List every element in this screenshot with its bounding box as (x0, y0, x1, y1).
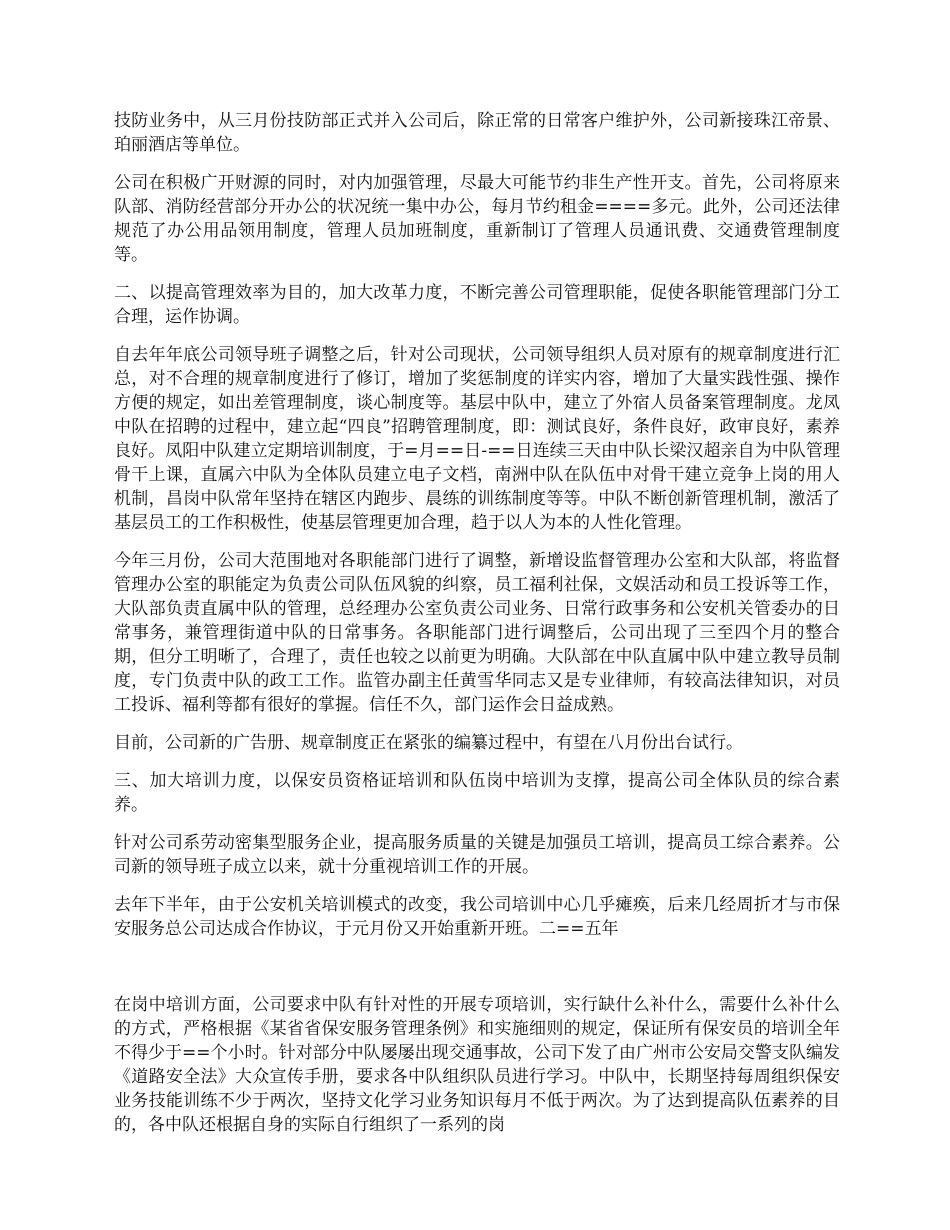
paragraph-on-duty-training: 在岗中培训方面，公司要求中队有针对性的开展专项培训，实行缺什么补什么，需要什么补什么的方式，严格根据《某省省保安服务管理条例》和实施细则的规定，保证所有保安员的培训全年不得少于==个小时。针对部分中队屡屡出现交通事故，公司下发了由广州市公安局交警支队编发《道路安全法》大众宣传手册，要求各中队组织队员进行学习。中队中，长期坚持每周组织保安业务技能训练不少于两次，坚持文化学习业务知识每月不低于两次。为了达到提高队伍素养的目的，各中队还根据自身的实际自行组织了一系列的岗 (114, 995, 840, 1135)
paragraph-rules-revision: 自去年年底公司领导班子调整之后，针对公司现状，公司领导组织人员对原有的规章制度进行汇总，对不合理的规章制度进行了修订，增加了奖惩制度的详实内容，增加了大量实践性强、操作方便的规定，如出差管理制度，谈心制度等。基层中队中，建立了外宿人员备案管理制度。龙凤中队在招聘的过程中，建立起“四良”招聘管理制度，即：测试良好，条件良好，政审良好，素养良好。凤阳中队建立定期培训制度，于=月==日-==日连续三天由中队长梁汉超亲自为中队管理骨干上课，直属六中队为全体队员建立电子文档，南洲中队在队伍中对骨干建立竞争上岗的用人机制，昌岗中队常年坚持在辖区内跑步、晨练的训练制度等等。中队不断创新管理机制，激活了基层员工的工作积极性，使基层管理更加合理，趋于以人为本的人性化管理。 (114, 345, 840, 533)
paragraph-training-focus: 针对公司系劳动密集型服务企业，提高服务质量的关键是加强员工培训，提高员工综合素养。公司新的领导班子成立以来，就十分重视培训工作的开展。 (114, 833, 840, 877)
section-heading-management: 二、以提高管理效率为目的，加大改革力度，不断完善公司管理职能，促使各职能管理部门分工合理，运作协调。 (114, 283, 840, 327)
paragraph-training-center: 去年下半年，由于公安机关培训模式的改变，我公司培训中心几乎瘫痪，后来几经周折才与市保安服务总公司达成合作协议，于元月份又开始重新开班。二==五年 (114, 895, 840, 939)
section-heading-training: 三、加大培训力度，以保安员资格证培训和队伍岗中培训为支撑，提高公司全体队员的综合素养。 (114, 771, 840, 815)
document-page (114, 109, 840, 1151)
paragraph-cost-saving: 公司在积极广开财源的同时，对内加强管理，尽最大可能节约非生产性开支。首先，公司将原来队部、消防经营部分开办公的状况统一集中办公，每月节约租金====多元。此外，公司还法律规范了办公用品领用制度，管理人员加班制度，重新制订了管理人员通讯费、交通费管理制度等。 (114, 173, 840, 265)
paragraph-tech-defense: 技防业务中，从三月份技防部正式并入公司后，除正常的日常客户维护外，公司新接珠江帝景、珀丽酒店等单位。 (114, 111, 840, 155)
page-gap (114, 955, 840, 993)
paragraph-department-adjustment: 今年三月份，公司大范围地对各职能部门进行了调整，新增设监督管理办公室和大队部，将监督管理办公室的职能定为负责公司队伍风貌的纠察，员工福利社保，文娱活动和员工投诉等工作，大队部负责直属中队的管理，总经理办公室负责公司业务、日常行政事务和公安机关管委办的日常事务，兼管理街道中队的日常事务。各职能部门进行调整后，公司出现了三至四个月的整合期，但分工明晰了，合理了，责任也较之以前更为明确。大队部在中队直属中队中建立教导员制度，专门负责中队的政工工作。监管办副主任黄雪华同志又是专业律师，有较高法律知识，对员工投诉、福利等都有很好的掌握。信任不久，部门运作会日益成熟。 (114, 551, 840, 715)
paragraph-brochure: 目前，公司新的广告册、规章制度正在紧张的编纂过程中，有望在八月份出台试行。 (114, 733, 743, 753)
